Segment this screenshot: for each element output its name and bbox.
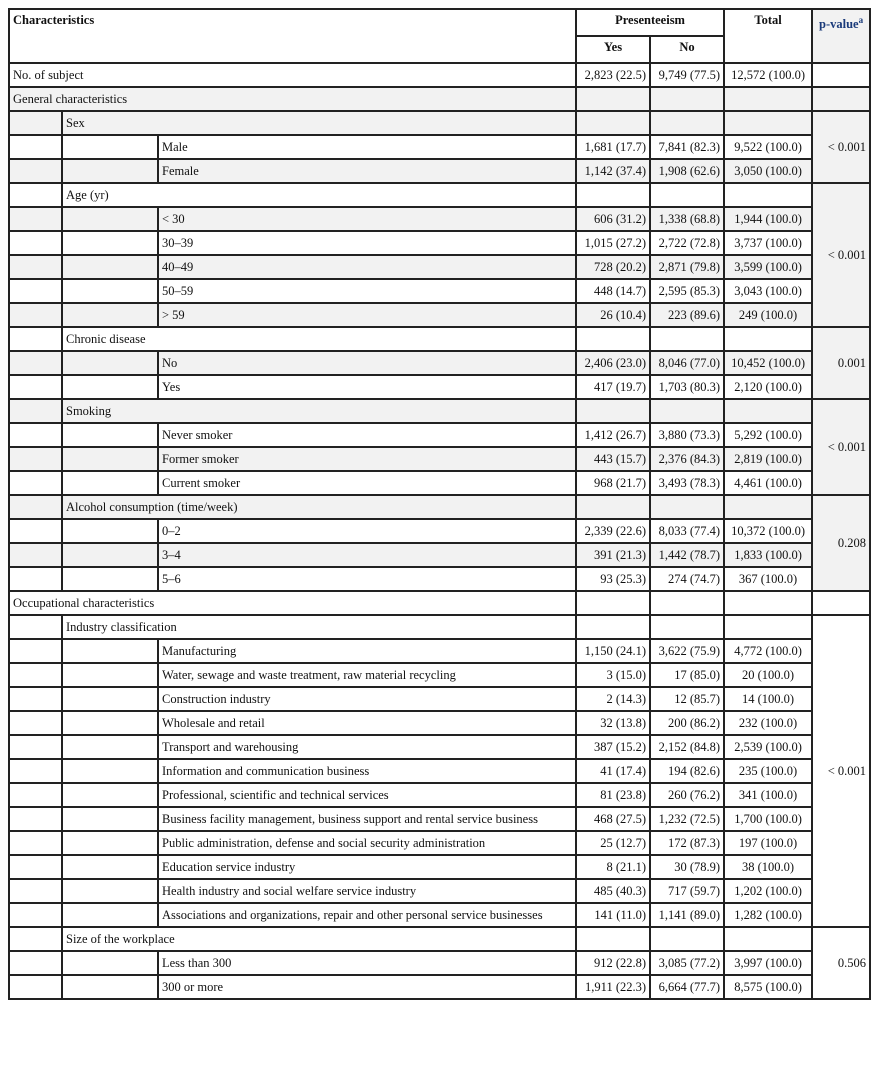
- empty-cell: [724, 111, 812, 135]
- indent-cell: [9, 543, 62, 567]
- row-label: Manufacturing: [158, 639, 576, 663]
- cell-no: 1,338 (68.8): [650, 207, 724, 231]
- row-label: Education service industry: [158, 855, 576, 879]
- cell-total: 10,452 (100.0): [724, 351, 812, 375]
- indent-cell: [9, 399, 62, 423]
- indent-cell: [62, 855, 158, 879]
- table-row: [9, 207, 870, 231]
- cell-no: 2,376 (84.3): [650, 447, 724, 471]
- empty-cell: [576, 87, 650, 111]
- indent-cell: [62, 903, 158, 927]
- indent-cell: [62, 423, 158, 447]
- cell-yes: 1,681 (17.7): [576, 135, 650, 159]
- indent-cell: [62, 783, 158, 807]
- table-row: [9, 975, 870, 999]
- empty-cell: [724, 327, 812, 351]
- row-label: < 30: [158, 207, 576, 231]
- empty-cell: [650, 591, 724, 615]
- row-label: 300 or more: [158, 975, 576, 999]
- cell-yes: 1,150 (24.1): [576, 639, 650, 663]
- group-row-size: [9, 927, 870, 951]
- row-label: 3–4: [158, 543, 576, 567]
- cell-no: 1,442 (78.7): [650, 543, 724, 567]
- cell-total: 5,292 (100.0): [724, 423, 812, 447]
- cell-no: 717 (59.7): [650, 879, 724, 903]
- group-label: Industry classification: [62, 615, 576, 639]
- indent-cell: [9, 711, 62, 735]
- cell-yes: 93 (25.3): [576, 567, 650, 591]
- indent-cell: [62, 543, 158, 567]
- cell-no: 200 (86.2): [650, 711, 724, 735]
- indent-cell: [9, 231, 62, 255]
- cell-total: 1,944 (100.0): [724, 207, 812, 231]
- group-label: Age (yr): [62, 183, 576, 207]
- cell-yes: 417 (19.7): [576, 375, 650, 399]
- cell-yes: 25 (12.7): [576, 831, 650, 855]
- indent-cell: [9, 495, 62, 519]
- cell-no: 17 (85.0): [650, 663, 724, 687]
- row-label: Professional, scientific and technical services: [158, 783, 576, 807]
- header-no: No: [650, 36, 724, 63]
- group-pvalue: < 0.001: [812, 111, 870, 183]
- indent-cell: [62, 447, 158, 471]
- section-label: Occupational characteristics: [9, 591, 576, 615]
- indent-cell: [9, 471, 62, 495]
- cell-no: 9,749 (77.5): [650, 63, 724, 87]
- table-row: [9, 159, 870, 183]
- row-label: No. of subject: [9, 63, 576, 87]
- cell-no: 12 (85.7): [650, 687, 724, 711]
- cell-no: 8,046 (77.0): [650, 351, 724, 375]
- cell-no: 2,152 (84.8): [650, 735, 724, 759]
- cell-total: 197 (100.0): [724, 831, 812, 855]
- row-label: 0–2: [158, 519, 576, 543]
- indent-cell: [62, 687, 158, 711]
- header-total: Total: [724, 9, 812, 63]
- row-label: Information and communication business: [158, 759, 576, 783]
- row-label: Water, sewage and waste treatment, raw material recycling: [158, 663, 576, 687]
- table-row: [9, 735, 870, 759]
- cell-yes: 1,015 (27.2): [576, 231, 650, 255]
- cell-total: 367 (100.0): [724, 567, 812, 591]
- table-row: [9, 471, 870, 495]
- cell-total: 9,522 (100.0): [724, 135, 812, 159]
- cell-total: 8,575 (100.0): [724, 975, 812, 999]
- indent-cell: [9, 879, 62, 903]
- empty-cell: [576, 927, 650, 951]
- cell-yes: 443 (15.7): [576, 447, 650, 471]
- indent-cell: [9, 303, 62, 327]
- cell-total: 3,043 (100.0): [724, 279, 812, 303]
- indent-cell: [62, 159, 158, 183]
- empty-cell: [650, 183, 724, 207]
- cell-total: 38 (100.0): [724, 855, 812, 879]
- row-label: Business facility management, business support and rental service business: [158, 807, 576, 831]
- empty-cell: [576, 111, 650, 135]
- group-label: Sex: [62, 111, 576, 135]
- cell-total: 3,997 (100.0): [724, 951, 812, 975]
- empty-cell: [724, 183, 812, 207]
- cell-yes: 41 (17.4): [576, 759, 650, 783]
- empty-cell: [724, 495, 812, 519]
- header-pvalue: [812, 9, 870, 63]
- cell-total: 2,120 (100.0): [724, 375, 812, 399]
- table-row: [9, 879, 870, 903]
- row-label: 50–59: [158, 279, 576, 303]
- table-row: [9, 231, 870, 255]
- cell-no: 6,664 (77.7): [650, 975, 724, 999]
- row-label: Associations and organizations, repair and other personal service businesses: [158, 903, 576, 927]
- group-row-chronic: [9, 327, 870, 351]
- indent-cell: [9, 567, 62, 591]
- cell-no: 223 (89.6): [650, 303, 724, 327]
- indent-cell: [62, 303, 158, 327]
- table-row: [9, 375, 870, 399]
- empty-cell: [650, 327, 724, 351]
- indent-cell: [62, 207, 158, 231]
- table-row-subjects: [9, 63, 870, 87]
- empty-cell: [576, 615, 650, 639]
- table-row: [9, 135, 870, 159]
- row-label: 5–6: [158, 567, 576, 591]
- cell-no: 1,908 (62.6): [650, 159, 724, 183]
- cell-pvalue: [812, 63, 870, 87]
- cell-total: 249 (100.0): [724, 303, 812, 327]
- indent-cell: [9, 207, 62, 231]
- cell-total: 1,700 (100.0): [724, 807, 812, 831]
- empty-cell: [576, 495, 650, 519]
- section-label: General characteristics: [9, 87, 576, 111]
- section-row-general: [9, 87, 870, 111]
- cell-yes: 2,823 (22.5): [576, 63, 650, 87]
- indent-cell: [9, 447, 62, 471]
- indent-cell: [62, 639, 158, 663]
- indent-cell: [9, 111, 62, 135]
- table-row: [9, 951, 870, 975]
- group-pvalue: 0.001: [812, 327, 870, 399]
- table-row: [9, 303, 870, 327]
- row-label: Wholesale and retail: [158, 711, 576, 735]
- group-row-smoking: [9, 399, 870, 423]
- indent-cell: [9, 975, 62, 999]
- table-row: [9, 807, 870, 831]
- cell-total: 2,539 (100.0): [724, 735, 812, 759]
- indent-cell: [9, 735, 62, 759]
- cell-no: 2,871 (79.8): [650, 255, 724, 279]
- cell-no: 274 (74.7): [650, 567, 724, 591]
- indent-cell: [9, 279, 62, 303]
- group-label: Size of the workplace: [62, 927, 576, 951]
- cell-yes: 968 (21.7): [576, 471, 650, 495]
- row-label: Male: [158, 135, 576, 159]
- indent-cell: [9, 519, 62, 543]
- empty-cell: [576, 327, 650, 351]
- empty-cell: [650, 111, 724, 135]
- empty-cell: [724, 87, 812, 111]
- indent-cell: [62, 831, 158, 855]
- cell-yes: 728 (20.2): [576, 255, 650, 279]
- empty-cell: [812, 87, 870, 111]
- cell-total: 2,819 (100.0): [724, 447, 812, 471]
- cell-no: 2,722 (72.8): [650, 231, 724, 255]
- cell-yes: 391 (21.3): [576, 543, 650, 567]
- cell-total: 12,572 (100.0): [724, 63, 812, 87]
- cell-total: 4,461 (100.0): [724, 471, 812, 495]
- indent-cell: [9, 951, 62, 975]
- indent-cell: [9, 255, 62, 279]
- cell-yes: 485 (40.3): [576, 879, 650, 903]
- row-label: Yes: [158, 375, 576, 399]
- cell-total: 341 (100.0): [724, 783, 812, 807]
- indent-cell: [9, 639, 62, 663]
- indent-cell: [62, 735, 158, 759]
- indent-cell: [62, 879, 158, 903]
- cell-yes: 8 (21.1): [576, 855, 650, 879]
- row-label: Current smoker: [158, 471, 576, 495]
- cell-no: 260 (76.2): [650, 783, 724, 807]
- indent-cell: [62, 471, 158, 495]
- table-row: [9, 855, 870, 879]
- empty-cell: [650, 399, 724, 423]
- row-label: Public administration, defense and social security administration: [158, 831, 576, 855]
- cell-no: 3,085 (77.2): [650, 951, 724, 975]
- table-row: [9, 567, 870, 591]
- cell-no: 30 (78.9): [650, 855, 724, 879]
- cell-yes: 387 (15.2): [576, 735, 650, 759]
- cell-yes: 448 (14.7): [576, 279, 650, 303]
- group-pvalue: < 0.001: [812, 183, 870, 327]
- indent-cell: [9, 831, 62, 855]
- header-yes: Yes: [576, 36, 650, 63]
- indent-cell: [9, 663, 62, 687]
- table-row: [9, 759, 870, 783]
- cell-yes: 912 (22.8): [576, 951, 650, 975]
- cell-total: 235 (100.0): [724, 759, 812, 783]
- empty-cell: [812, 591, 870, 615]
- cell-no: 3,622 (75.9): [650, 639, 724, 663]
- indent-cell: [62, 807, 158, 831]
- cell-total: 10,372 (100.0): [724, 519, 812, 543]
- indent-cell: [62, 663, 158, 687]
- cell-yes: 606 (31.2): [576, 207, 650, 231]
- empty-cell: [650, 615, 724, 639]
- row-label: Health industry and social welfare service industry: [158, 879, 576, 903]
- header-pvalue-footnote: a: [858, 15, 864, 25]
- section-row-occupational: [9, 591, 870, 615]
- cell-no: 3,493 (78.3): [650, 471, 724, 495]
- cell-total: 14 (100.0): [724, 687, 812, 711]
- indent-cell: [62, 255, 158, 279]
- indent-cell: [62, 711, 158, 735]
- indent-cell: [9, 903, 62, 927]
- cell-no: 194 (82.6): [650, 759, 724, 783]
- table-row: [9, 351, 870, 375]
- cell-total: 1,202 (100.0): [724, 879, 812, 903]
- cell-no: 1,703 (80.3): [650, 375, 724, 399]
- group-row-sex: [9, 111, 870, 135]
- table-row: [9, 423, 870, 447]
- group-label: Chronic disease: [62, 327, 576, 351]
- table-row: [9, 519, 870, 543]
- row-label: 40–49: [158, 255, 576, 279]
- row-label: 30–39: [158, 231, 576, 255]
- cell-yes: 3 (15.0): [576, 663, 650, 687]
- header-characteristics: Characteristics: [9, 9, 576, 63]
- cell-yes: 81 (23.8): [576, 783, 650, 807]
- indent-cell: [9, 759, 62, 783]
- cell-total: 3,050 (100.0): [724, 159, 812, 183]
- group-pvalue: 0.208: [812, 495, 870, 591]
- group-pvalue: 0.506: [812, 927, 870, 999]
- cell-yes: 2 (14.3): [576, 687, 650, 711]
- indent-cell: [62, 951, 158, 975]
- cell-total: 4,772 (100.0): [724, 639, 812, 663]
- cell-no: 172 (87.3): [650, 831, 724, 855]
- empty-cell: [724, 615, 812, 639]
- cell-yes: 1,412 (26.7): [576, 423, 650, 447]
- cell-no: 1,141 (89.0): [650, 903, 724, 927]
- row-label: No: [158, 351, 576, 375]
- cell-total: 1,833 (100.0): [724, 543, 812, 567]
- group-pvalue: < 0.001: [812, 399, 870, 495]
- characteristics-table: [8, 8, 871, 1000]
- empty-cell: [650, 927, 724, 951]
- table-row: [9, 255, 870, 279]
- table-row: [9, 447, 870, 471]
- table-row: [9, 279, 870, 303]
- row-label: Former smoker: [158, 447, 576, 471]
- cell-yes: 32 (13.8): [576, 711, 650, 735]
- empty-cell: [650, 495, 724, 519]
- row-label: > 59: [158, 303, 576, 327]
- cell-no: 2,595 (85.3): [650, 279, 724, 303]
- cell-no: 8,033 (77.4): [650, 519, 724, 543]
- row-label: Never smoker: [158, 423, 576, 447]
- table-row: [9, 783, 870, 807]
- indent-cell: [9, 159, 62, 183]
- table-row: [9, 543, 870, 567]
- cell-yes: 2,406 (23.0): [576, 351, 650, 375]
- cell-yes: 141 (11.0): [576, 903, 650, 927]
- row-label: Female: [158, 159, 576, 183]
- cell-no: 7,841 (82.3): [650, 135, 724, 159]
- indent-cell: [9, 783, 62, 807]
- cell-no: 3,880 (73.3): [650, 423, 724, 447]
- cell-yes: 2,339 (22.6): [576, 519, 650, 543]
- indent-cell: [9, 855, 62, 879]
- cell-total: 3,737 (100.0): [724, 231, 812, 255]
- table-row: [9, 663, 870, 687]
- indent-cell: [62, 975, 158, 999]
- indent-cell: [62, 375, 158, 399]
- cell-total: 20 (100.0): [724, 663, 812, 687]
- indent-cell: [62, 351, 158, 375]
- empty-cell: [724, 927, 812, 951]
- empty-cell: [650, 87, 724, 111]
- empty-cell: [724, 399, 812, 423]
- cell-total: 3,599 (100.0): [724, 255, 812, 279]
- cell-yes: 1,142 (37.4): [576, 159, 650, 183]
- indent-cell: [9, 807, 62, 831]
- row-label: Construction industry: [158, 687, 576, 711]
- cell-total: 1,282 (100.0): [724, 903, 812, 927]
- group-row-alcohol: [9, 495, 870, 519]
- indent-cell: [62, 759, 158, 783]
- cell-no: 1,232 (72.5): [650, 807, 724, 831]
- indent-cell: [9, 183, 62, 207]
- header-presenteeism: Presenteeism: [576, 9, 724, 36]
- indent-cell: [9, 615, 62, 639]
- table-row: [9, 903, 870, 927]
- indent-cell: [62, 567, 158, 591]
- row-label: Transport and warehousing: [158, 735, 576, 759]
- table-body: [9, 63, 870, 999]
- header-pvalue-label: p-value: [819, 17, 859, 32]
- indent-cell: [9, 327, 62, 351]
- group-row-industry: [9, 615, 870, 639]
- table-row: [9, 687, 870, 711]
- table-row: [9, 639, 870, 663]
- empty-cell: [576, 183, 650, 207]
- cell-total: 232 (100.0): [724, 711, 812, 735]
- indent-cell: [9, 687, 62, 711]
- table-row: [9, 831, 870, 855]
- table-row: [9, 711, 870, 735]
- indent-cell: [9, 375, 62, 399]
- cell-yes: 468 (27.5): [576, 807, 650, 831]
- indent-cell: [9, 927, 62, 951]
- group-row-age: [9, 183, 870, 207]
- indent-cell: [9, 423, 62, 447]
- indent-cell: [62, 135, 158, 159]
- group-label: Smoking: [62, 399, 576, 423]
- group-label: Alcohol consumption (time/week): [62, 495, 576, 519]
- empty-cell: [724, 591, 812, 615]
- row-label: Less than 300: [158, 951, 576, 975]
- empty-cell: [576, 591, 650, 615]
- indent-cell: [62, 279, 158, 303]
- cell-yes: 26 (10.4): [576, 303, 650, 327]
- indent-cell: [9, 351, 62, 375]
- cell-yes: 1,911 (22.3): [576, 975, 650, 999]
- indent-cell: [62, 231, 158, 255]
- group-pvalue: < 0.001: [812, 615, 870, 927]
- indent-cell: [9, 135, 62, 159]
- empty-cell: [576, 399, 650, 423]
- indent-cell: [62, 519, 158, 543]
